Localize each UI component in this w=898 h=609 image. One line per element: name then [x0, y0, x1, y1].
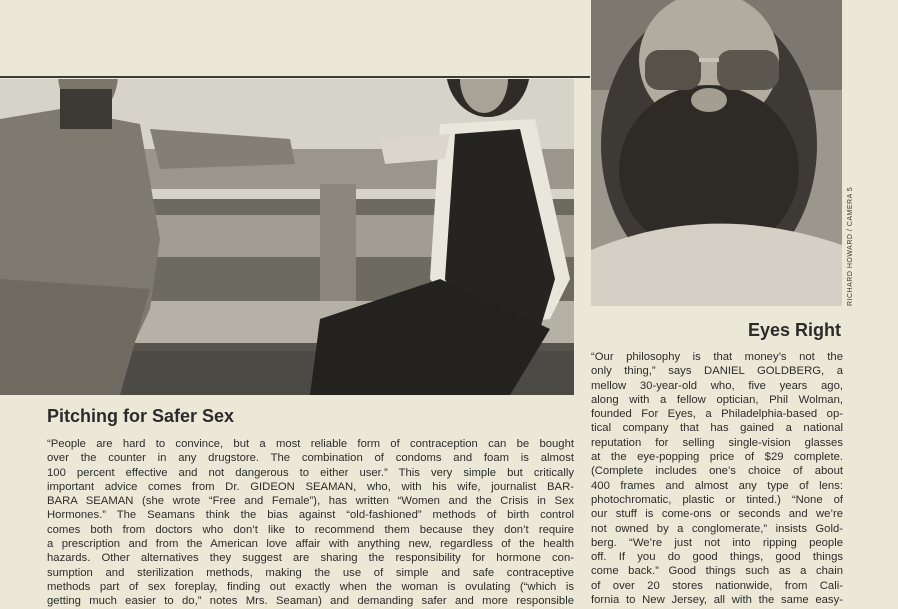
body-line: methods part of sex foreplay, finding out exactly when the woman is ovulating (“which is [47, 580, 574, 593]
goldberg-portrait-photo [591, 0, 842, 306]
body-line: founded For Eyes, a Philadelphia-based op- [591, 408, 843, 421]
body-line: 400 frames and almost any type of lens: [591, 479, 843, 492]
body-line: hazards. Other alternatives they suggest are sharing the responsibility for hormone con- [47, 552, 574, 565]
body-line: sumption and sterilization methods, making the use of simple and safe contraceptive [47, 566, 574, 579]
body-line: not owned by a conglomerate,” insists Gold- [591, 522, 843, 535]
body-line: Hormones.” The Seamans think the bias against “old-fashioned” methods of birth control [47, 509, 574, 522]
body-line: a prescription and from the American love affair with anything new, regardless of the health [47, 538, 574, 551]
body-line: BARA SEAMAN (she wrote “Free and Female”), has written “Women and the Crisis in Sex [47, 495, 574, 508]
body-line: off. If you do good things, good things [591, 551, 843, 564]
right-article-headline: Eyes Right [747, 320, 841, 340]
body-line: getting much easier to do,” notes Mrs. Seaman) and demanding safer and more responsible [47, 595, 574, 608]
body-line: reputation for selling single-vision glasses [591, 436, 843, 449]
right-article-body [591, 350, 843, 607]
body-line: photochromatic, plastic or tinted.) “None of [591, 493, 843, 506]
top-rule [0, 76, 590, 78]
body-line: our stuff is come-ons or seconds and we’re [591, 508, 843, 521]
body-line: comes both from doctors who don’t like to recommend them because they don’t require [47, 523, 574, 536]
body-line: “People are hard to convince, but a most reliable form of contraception can be bought [47, 438, 574, 450]
body-line: over the counter in any drugstore. The combination of condoms and foam is almost [47, 452, 574, 465]
body-line: only thing,” says DANIEL GOLDBERG, a [591, 365, 843, 378]
body-line: fornia to New Jersey, all with the same easy- [591, 594, 843, 607]
body-line: of over 20 stores nationwide, from Cali- [591, 579, 843, 592]
left-article-headline: Pitching for Safer Sex [47, 406, 235, 426]
body-line: important advice comes from Dr. GIDEON SEAMAN, who, with his wife, journalist BAR- [47, 480, 574, 493]
left-article-body [47, 437, 574, 609]
body-line: 100 percent effective and not dangerous to either user.” This very simple but critically [47, 466, 574, 479]
body-line: tical company that has gained a national [591, 422, 843, 435]
body-line: mellow 30-year-old who, five years ago, [591, 379, 843, 392]
body-line: (Complete includes one’s choice of about [591, 465, 843, 478]
body-line: at the eye-popping price of $29 complete. [591, 451, 843, 464]
body-line: come back.” Good things such as a chain [591, 565, 843, 578]
body-line: along with a fellow optician, Phil Wolman, [591, 393, 843, 406]
body-line: “Our philosophy is that money’s not the [591, 351, 843, 363]
photo-credit: RICHARD HOWARD / CAMERA 5 [847, 186, 854, 306]
seamans-bench-photo [0, 79, 574, 395]
body-line: berg. “We’re just not into ripping people [591, 536, 843, 549]
